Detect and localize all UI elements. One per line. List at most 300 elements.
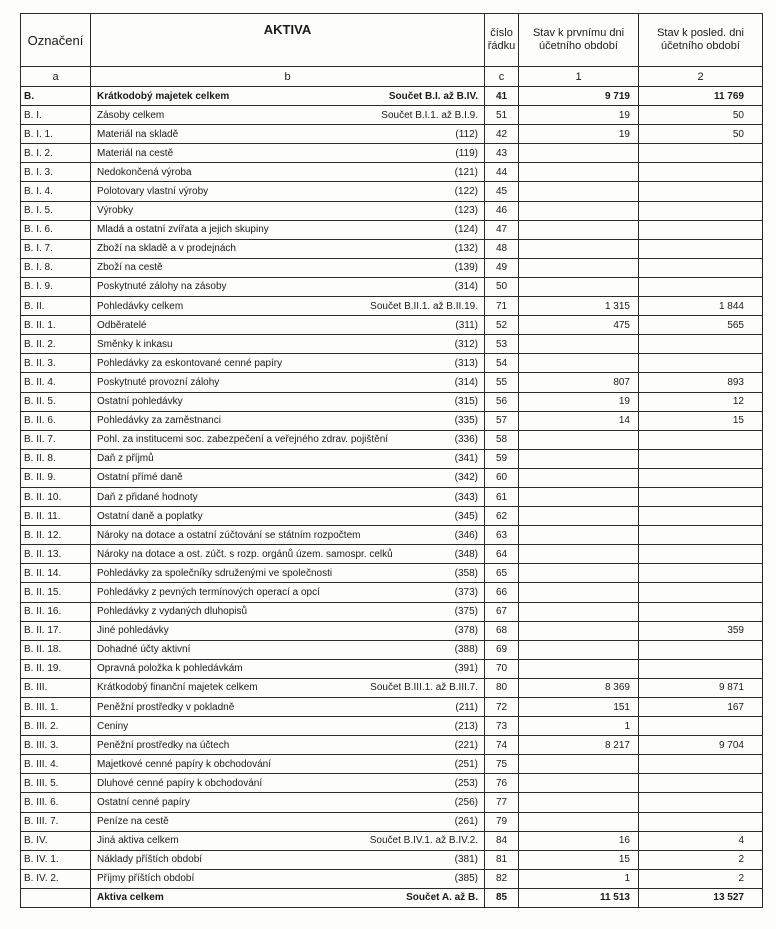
row-account-ref: (313) (454, 357, 478, 369)
row-code: B. III. (21, 678, 91, 697)
row-name-cell (91, 564, 485, 583)
value-first-day (519, 239, 639, 258)
value-last-day: 11 769 (639, 87, 763, 106)
value-last-day (639, 144, 763, 163)
row-name: Polotovary vlastní výroby (97, 186, 209, 198)
table-row (21, 182, 763, 201)
value-last-day: 13 527 (639, 888, 763, 907)
row-code: B. III. 7. (21, 812, 91, 831)
row-code: B. II. 13. (21, 545, 91, 564)
value-last-day: 9 704 (639, 736, 763, 755)
row-account-ref: (335) (454, 415, 478, 427)
value-last-day (639, 163, 763, 182)
row-code: B. I. 7. (21, 239, 91, 258)
row-number: 54 (485, 354, 519, 373)
row-account-ref: (342) (454, 472, 478, 484)
value-last-day (639, 526, 763, 545)
row-name: Aktiva celkem (97, 892, 164, 904)
row-name-cell (91, 507, 485, 526)
value-last-day (639, 602, 763, 621)
table-row (21, 717, 763, 736)
row-number: 85 (485, 888, 519, 907)
subheader-row (21, 67, 763, 87)
row-number: 41 (485, 87, 519, 106)
row-name: Pohledávky z vydaných dluhopisů (97, 606, 248, 618)
row-name: Peněžní prostředky v pokladně (97, 701, 235, 713)
table-body (21, 87, 763, 908)
row-code: B. II. 7. (21, 430, 91, 449)
row-number: 47 (485, 220, 519, 239)
row-account-ref: (124) (454, 224, 478, 236)
value-last-day: 893 (639, 373, 763, 392)
row-name-cell (91, 411, 485, 430)
row-name-cell (91, 316, 485, 335)
row-number: 45 (485, 182, 519, 201)
row-code: B. II. 9. (21, 468, 91, 487)
row-code: B. (21, 87, 91, 106)
row-number: 70 (485, 659, 519, 678)
row-name-cell (91, 277, 485, 296)
row-code: B. II. 14. (21, 564, 91, 583)
row-account-ref: (221) (454, 739, 478, 751)
value-first-day: 16 (519, 831, 639, 850)
row-number: 55 (485, 373, 519, 392)
value-first-day: 19 (519, 392, 639, 411)
row-name: Mladá a ostatní zvířata a jejich skupiny (97, 224, 269, 236)
value-first-day (519, 602, 639, 621)
value-last-day: 12 (639, 392, 763, 411)
row-name-cell (91, 335, 485, 354)
row-account-ref: (256) (454, 797, 478, 809)
row-name: Ostatní daně a poplatky (97, 510, 203, 522)
row-name-cell (91, 201, 485, 220)
value-first-day: 475 (519, 316, 639, 335)
header-last-day: Stav k posled. dni účetního období (639, 14, 763, 67)
row-name-cell (91, 430, 485, 449)
row-name: Směnky k inkasu (97, 338, 173, 350)
row-account-ref: (345) (454, 510, 478, 522)
row-name-cell (91, 698, 485, 717)
value-first-day (519, 487, 639, 506)
row-code: B. I. 9. (21, 277, 91, 296)
value-last-day (639, 354, 763, 373)
row-code: B. IV. 2. (21, 869, 91, 888)
row-code: B. III. 2. (21, 717, 91, 736)
row-code: B. II. 10. (21, 487, 91, 506)
value-last-day: 167 (639, 698, 763, 717)
row-account-ref: Součet B.III.1. až B.III.7. (370, 682, 478, 694)
row-account-ref: (315) (454, 396, 478, 408)
row-name: Krátkodobý finanční majetek celkem (97, 682, 258, 694)
value-last-day (639, 487, 763, 506)
value-last-day (639, 545, 763, 564)
row-number: 49 (485, 258, 519, 277)
row-name-cell (91, 678, 485, 697)
row-number: 56 (485, 392, 519, 411)
row-name-cell (91, 659, 485, 678)
row-code: B. II. 2. (21, 335, 91, 354)
row-number: 61 (485, 487, 519, 506)
row-code: B. III. 5. (21, 774, 91, 793)
value-first-day (519, 430, 639, 449)
table-row (21, 755, 763, 774)
table-row (21, 277, 763, 296)
row-number: 69 (485, 640, 519, 659)
row-number: 44 (485, 163, 519, 182)
row-name: Daň z příjmů (97, 453, 154, 465)
row-name: Ceniny (97, 720, 129, 732)
value-last-day (639, 717, 763, 736)
subheader-a: a (21, 67, 91, 87)
row-name-cell (91, 373, 485, 392)
row-number: 58 (485, 430, 519, 449)
row-name-cell (91, 144, 485, 163)
value-first-day (519, 564, 639, 583)
table-row (21, 678, 763, 697)
row-name: Pohledávky za společníky sdruženými ve společnosti (97, 567, 333, 579)
value-first-day: 1 (519, 869, 639, 888)
value-first-day: 151 (519, 698, 639, 717)
table-row (21, 698, 763, 717)
row-name-cell (91, 487, 485, 506)
row-code: B. I. 8. (21, 258, 91, 277)
row-number: 84 (485, 831, 519, 850)
row-number: 53 (485, 335, 519, 354)
row-name-cell (91, 354, 485, 373)
row-code: B. IV. 1. (21, 850, 91, 869)
row-account-ref: (314) (454, 376, 478, 388)
row-name-cell (91, 850, 485, 869)
table-row (21, 736, 763, 755)
value-first-day: 19 (519, 106, 639, 125)
row-number: 81 (485, 850, 519, 869)
value-first-day (519, 812, 639, 831)
row-number: 80 (485, 678, 519, 697)
table-row (21, 507, 763, 526)
row-account-ref: (312) (454, 338, 478, 350)
row-name-cell (91, 640, 485, 659)
row-name-cell (91, 621, 485, 640)
row-code: B. III. 3. (21, 736, 91, 755)
row-account-ref: Součet B.II.1. až B.II.19. (370, 300, 478, 312)
value-first-day: 1 315 (519, 297, 639, 316)
row-number: 72 (485, 698, 519, 717)
row-name: Jiná aktiva celkem (97, 835, 179, 847)
table-row (21, 430, 763, 449)
row-account-ref: (378) (454, 625, 478, 637)
row-account-ref: (251) (454, 758, 478, 770)
row-name: Nároky na dotace a ost. zúčt. s rozp. orgánů územ. samospr. celků (97, 548, 393, 560)
value-last-day: 565 (639, 316, 763, 335)
value-last-day (639, 507, 763, 526)
value-first-day: 807 (519, 373, 639, 392)
row-name: Pohledávky celkem (97, 300, 184, 312)
subheader-b: b (91, 67, 485, 87)
table-row (21, 621, 763, 640)
row-number: 48 (485, 239, 519, 258)
row-code: B. II. 5. (21, 392, 91, 411)
row-account-ref: Součet A. až B. (406, 892, 478, 904)
row-account-ref: (121) (454, 166, 478, 178)
row-name: Materiál na cestě (97, 147, 174, 159)
row-name-cell (91, 602, 485, 621)
row-code: B. III. 1. (21, 698, 91, 717)
table-row (21, 583, 763, 602)
row-code: B. I. 4. (21, 182, 91, 201)
value-first-day (519, 526, 639, 545)
row-number: 74 (485, 736, 519, 755)
value-first-day (519, 468, 639, 487)
row-account-ref: (122) (454, 186, 478, 198)
value-first-day: 8 369 (519, 678, 639, 697)
value-last-day (639, 277, 763, 296)
row-number: 46 (485, 201, 519, 220)
value-last-day (639, 468, 763, 487)
row-account-ref: (213) (454, 720, 478, 732)
row-account-ref: (253) (454, 777, 478, 789)
row-name-cell (91, 297, 485, 316)
row-name-cell (91, 869, 485, 888)
value-last-day (639, 182, 763, 201)
table-row (21, 449, 763, 468)
table-row (21, 125, 763, 144)
row-account-ref: (132) (454, 243, 478, 255)
row-name: Dohadné účty aktivní (97, 644, 191, 656)
row-name-cell (91, 392, 485, 411)
row-name: Krátkodobý majetek celkem (97, 90, 230, 102)
table-row (21, 220, 763, 239)
row-name: Pohledávky za eskontované cenné papíry (97, 357, 283, 369)
row-account-ref: (112) (455, 128, 478, 140)
row-name-cell (91, 106, 485, 125)
row-account-ref: (348) (454, 548, 478, 560)
row-number: 62 (485, 507, 519, 526)
row-code: B. II. 17. (21, 621, 91, 640)
row-number: 43 (485, 144, 519, 163)
row-account-ref: (346) (454, 529, 478, 541)
value-last-day (639, 812, 763, 831)
row-name-cell (91, 87, 485, 106)
row-code: B. II. 16. (21, 602, 91, 621)
table-row (21, 297, 763, 316)
row-name-cell (91, 717, 485, 736)
header-code: Označení (21, 14, 91, 67)
header-row (21, 14, 763, 67)
row-name-cell (91, 545, 485, 564)
row-account-ref: (314) (454, 281, 478, 293)
row-name-cell (91, 182, 485, 201)
row-name: Ostatní pohledávky (97, 396, 183, 408)
table-row (21, 316, 763, 335)
row-number: 51 (485, 106, 519, 125)
value-first-day: 1 (519, 717, 639, 736)
row-number: 64 (485, 545, 519, 564)
row-name: Pohledávky z pevných termínových operací a opcí (97, 586, 320, 598)
row-account-ref: (311) (455, 319, 478, 331)
value-last-day (639, 449, 763, 468)
row-name: Ostatní cenné papíry (97, 797, 190, 809)
table-row (21, 487, 763, 506)
value-first-day (519, 449, 639, 468)
row-code: B. II. 3. (21, 354, 91, 373)
value-first-day: 8 217 (519, 736, 639, 755)
value-last-day (639, 640, 763, 659)
row-number: 66 (485, 583, 519, 602)
row-name: Majetkové cenné papíry k obchodování (97, 758, 271, 770)
row-account-ref: (373) (454, 586, 478, 598)
row-account-ref: Součet B.IV.1. až B.IV.2. (369, 835, 478, 847)
value-first-day (519, 220, 639, 239)
row-code: B. II. 12. (21, 526, 91, 545)
value-last-day: 359 (639, 621, 763, 640)
row-name-cell (91, 774, 485, 793)
row-name: Materiál na skladě (97, 128, 179, 140)
row-account-ref: (388) (454, 644, 478, 656)
value-last-day: 15 (639, 411, 763, 430)
row-number: 71 (485, 297, 519, 316)
row-name-cell (91, 831, 485, 850)
row-name: Opravná položka k pohledávkám (97, 663, 243, 675)
header-name: AKTIVA (91, 14, 485, 67)
value-last-day: 9 871 (639, 678, 763, 697)
subheader-c: c (485, 67, 519, 87)
table-row (21, 774, 763, 793)
row-account-ref: (381) (454, 854, 478, 866)
row-account-ref: (385) (454, 873, 478, 885)
row-name: Zboží na cestě (97, 262, 163, 274)
row-name: Zboží na skladě a v prodejnách (97, 243, 236, 255)
row-account-ref: (336) (454, 434, 478, 446)
row-name: Dluhové cenné papíry k obchodování (97, 777, 263, 789)
row-account-ref: (375) (454, 606, 478, 618)
row-account-ref: Součet B.I. až B.IV. (388, 90, 478, 102)
value-last-day (639, 430, 763, 449)
table-row (21, 602, 763, 621)
table-row (21, 354, 763, 373)
row-number: 67 (485, 602, 519, 621)
value-last-day (639, 258, 763, 277)
value-first-day (519, 774, 639, 793)
row-code: B. II. 1. (21, 316, 91, 335)
row-name: Poskytnuté zálohy na zásoby (97, 281, 227, 293)
row-code: B. II. 18. (21, 640, 91, 659)
value-first-day: 14 (519, 411, 639, 430)
table-row (21, 201, 763, 220)
value-first-day (519, 545, 639, 564)
row-name-cell (91, 583, 485, 602)
value-last-day: 1 844 (639, 297, 763, 316)
value-last-day (639, 793, 763, 812)
header-first-day: Stav k prvnímu dni účetního období (519, 14, 639, 67)
value-last-day: 2 (639, 850, 763, 869)
value-first-day: 9 719 (519, 87, 639, 106)
row-number: 76 (485, 774, 519, 793)
table-row (21, 239, 763, 258)
row-name: Poskytnuté provozní zálohy (97, 376, 220, 388)
value-last-day: 50 (639, 106, 763, 125)
row-name-cell (91, 812, 485, 831)
value-last-day (639, 774, 763, 793)
row-account-ref: (358) (454, 567, 478, 579)
value-last-day: 4 (639, 831, 763, 850)
value-last-day: 2 (639, 869, 763, 888)
row-account-ref: (139) (454, 262, 478, 274)
row-name: Peněžní prostředky na účtech (97, 739, 230, 751)
row-number: 79 (485, 812, 519, 831)
row-name: Pohledávky za zaměstnanci (97, 415, 221, 427)
value-first-day (519, 182, 639, 201)
value-last-day (639, 335, 763, 354)
table-row (21, 163, 763, 182)
row-name: Zásoby celkem (97, 109, 165, 121)
row-account-ref: Součet B.I.1. až B.I.9. (381, 109, 478, 121)
value-first-day (519, 793, 639, 812)
row-name: Odběratelé (97, 319, 147, 331)
row-number: 82 (485, 869, 519, 888)
row-name: Ostatní přímé daně (97, 472, 183, 484)
row-name-cell (91, 163, 485, 182)
value-last-day (639, 564, 763, 583)
row-name-cell (91, 220, 485, 239)
row-account-ref: (343) (454, 491, 478, 503)
table-row (21, 144, 763, 163)
value-first-day (519, 640, 639, 659)
value-first-day (519, 335, 639, 354)
table-row (21, 850, 763, 869)
table-row (21, 258, 763, 277)
table-row (21, 812, 763, 831)
subheader-2: 2 (639, 67, 763, 87)
row-code: B. II. 4. (21, 373, 91, 392)
row-code: B. I. 3. (21, 163, 91, 182)
row-number: 65 (485, 564, 519, 583)
row-name: Peníze na cestě (97, 816, 169, 828)
row-code: B. I. 2. (21, 144, 91, 163)
row-name-cell (91, 239, 485, 258)
table-row (21, 392, 763, 411)
value-first-day: 15 (519, 850, 639, 869)
table-row (21, 564, 763, 583)
value-first-day (519, 621, 639, 640)
row-code: B. II. 19. (21, 659, 91, 678)
row-number: 68 (485, 621, 519, 640)
row-name: Náklady příštích období (97, 854, 203, 866)
row-number: 63 (485, 526, 519, 545)
table-row (21, 640, 763, 659)
row-name: Příjmy příštích období (97, 873, 195, 885)
value-last-day (639, 659, 763, 678)
value-first-day (519, 277, 639, 296)
table-row (21, 869, 763, 888)
row-name-cell (91, 125, 485, 144)
row-name-cell (91, 468, 485, 487)
table-row (21, 106, 763, 125)
row-name: Nedokončená výroba (97, 166, 192, 178)
row-number: 59 (485, 449, 519, 468)
row-code: B. IV. (21, 831, 91, 850)
value-first-day (519, 755, 639, 774)
table-row (21, 831, 763, 850)
header-row-number: číslo řádku (485, 14, 519, 67)
value-last-day (639, 755, 763, 774)
row-name-cell (91, 755, 485, 774)
row-number: 77 (485, 793, 519, 812)
value-first-day: 19 (519, 125, 639, 144)
row-name: Jiné pohledávky (97, 625, 169, 637)
value-first-day (519, 201, 639, 220)
table-row (21, 373, 763, 392)
row-code: B. II. 6. (21, 411, 91, 430)
